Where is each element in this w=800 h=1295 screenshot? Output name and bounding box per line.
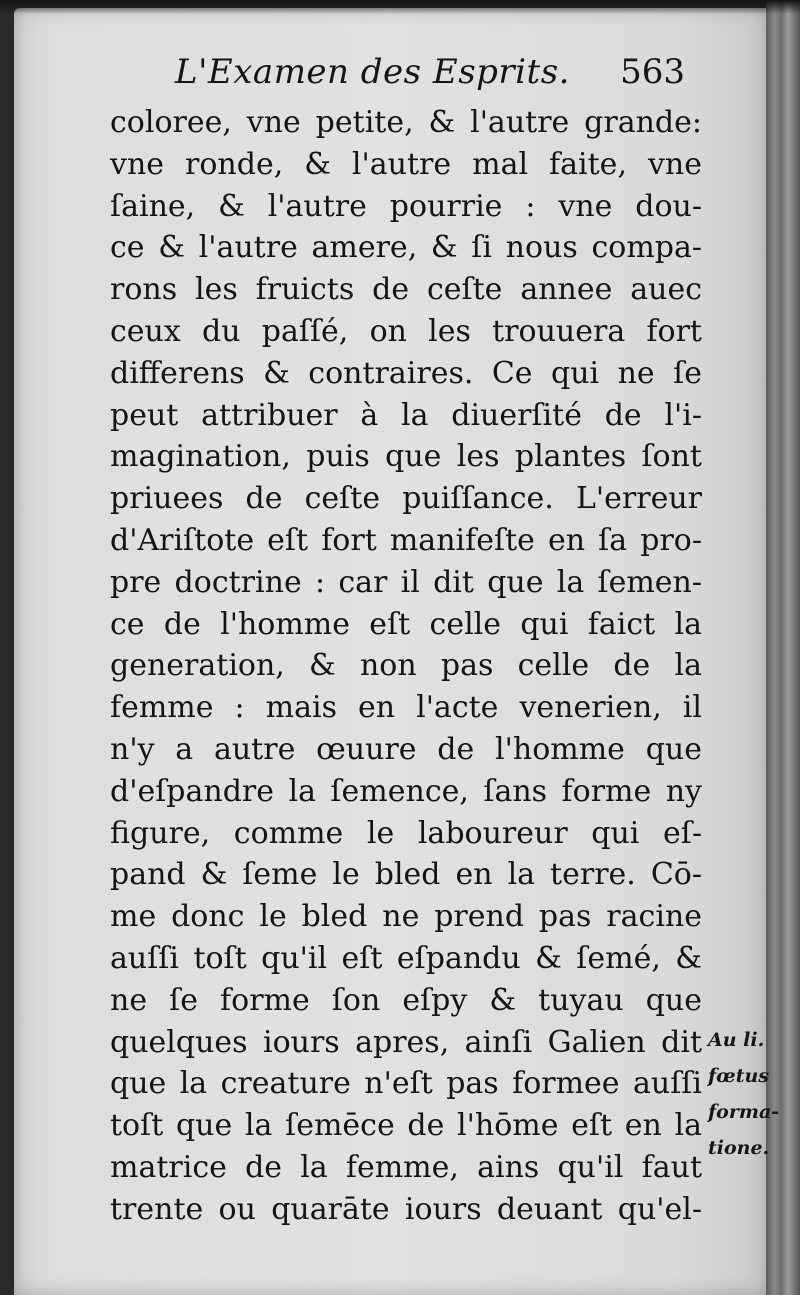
- text-line: vne ronde, & l'autre mal faite, vne: [110, 146, 702, 182]
- text-line: priuees de ceſte puiſſance. L'erreur: [110, 481, 702, 517]
- text-line: rons les fruicts de ceſte annee auec: [110, 272, 702, 308]
- text-line: d'Ariſtote eſt fort manifeſte en ſa pro-: [110, 522, 702, 558]
- running-title: L'Examen des Esprits.: [175, 52, 570, 92]
- text-line: trente ou quarāte iours deuant qu'el-: [110, 1191, 702, 1227]
- text-line: ne ſe forme ſon eſpy & tuyau que: [110, 982, 702, 1018]
- top-shadow: [0, 0, 800, 14]
- text-line: que la creature n'eſt pas formee auſſi: [110, 1066, 702, 1102]
- text-line: ſaine, & l'autre pourrie : vne dou-: [110, 188, 702, 224]
- text-line: ce de l'homme eſt celle qui faict la: [110, 606, 702, 642]
- text-line: figure, comme le laboureur qui eſ-: [110, 815, 702, 851]
- text-line: me donc le bled ne prend pas racine: [110, 899, 702, 935]
- body-text: [110, 102, 702, 1231]
- text-line: n'y a autre œuure de l'homme que: [110, 731, 702, 767]
- text-line: quelques iours apres, ainſi Galien dit: [110, 1024, 702, 1060]
- marginal-note-line: Au li.: [708, 1029, 765, 1051]
- text-line: ce & l'autre amere, & ſi nous compa-: [110, 230, 702, 266]
- text-line: auſſi toſt qu'il eſt eſpandu & ſemé, &: [110, 940, 702, 976]
- marginal-note-line: tione.: [708, 1137, 770, 1159]
- text-line: toſt que la ſemēce de l'hōme eſt en la: [110, 1108, 702, 1144]
- marginal-note-line: fœtus: [708, 1065, 769, 1087]
- text-line: peut attribuer à la diuerſité de l'i-: [110, 397, 702, 433]
- running-head: [175, 52, 695, 102]
- text-line: generation, & non pas celle de la: [110, 648, 702, 684]
- text-line: pand & ſeme le bled en la terre. Cō-: [110, 857, 702, 893]
- marginal-note-line: forma-: [708, 1101, 780, 1123]
- page-number: 563: [620, 52, 685, 92]
- text-line: pre doctrine : car il dit que la ſemen-: [110, 564, 702, 600]
- text-line: coloree, vne petite, & l'autre grande:: [110, 105, 702, 140]
- text-line: differens & contraires. Ce qui ne ſe: [110, 355, 702, 391]
- marginal-note: [708, 1022, 798, 1166]
- text-line: matrice de la femme, ains qu'il faut: [110, 1149, 702, 1185]
- text-line: femme : mais en l'acte venerien, il: [110, 690, 702, 726]
- text-line: ceux du paſſé, on les trouuera fort: [110, 313, 702, 349]
- text-line: magination, puis que les plantes ſont: [110, 439, 702, 475]
- text-line: d'eſpandre la ſemence, ſans forme ny: [110, 773, 702, 809]
